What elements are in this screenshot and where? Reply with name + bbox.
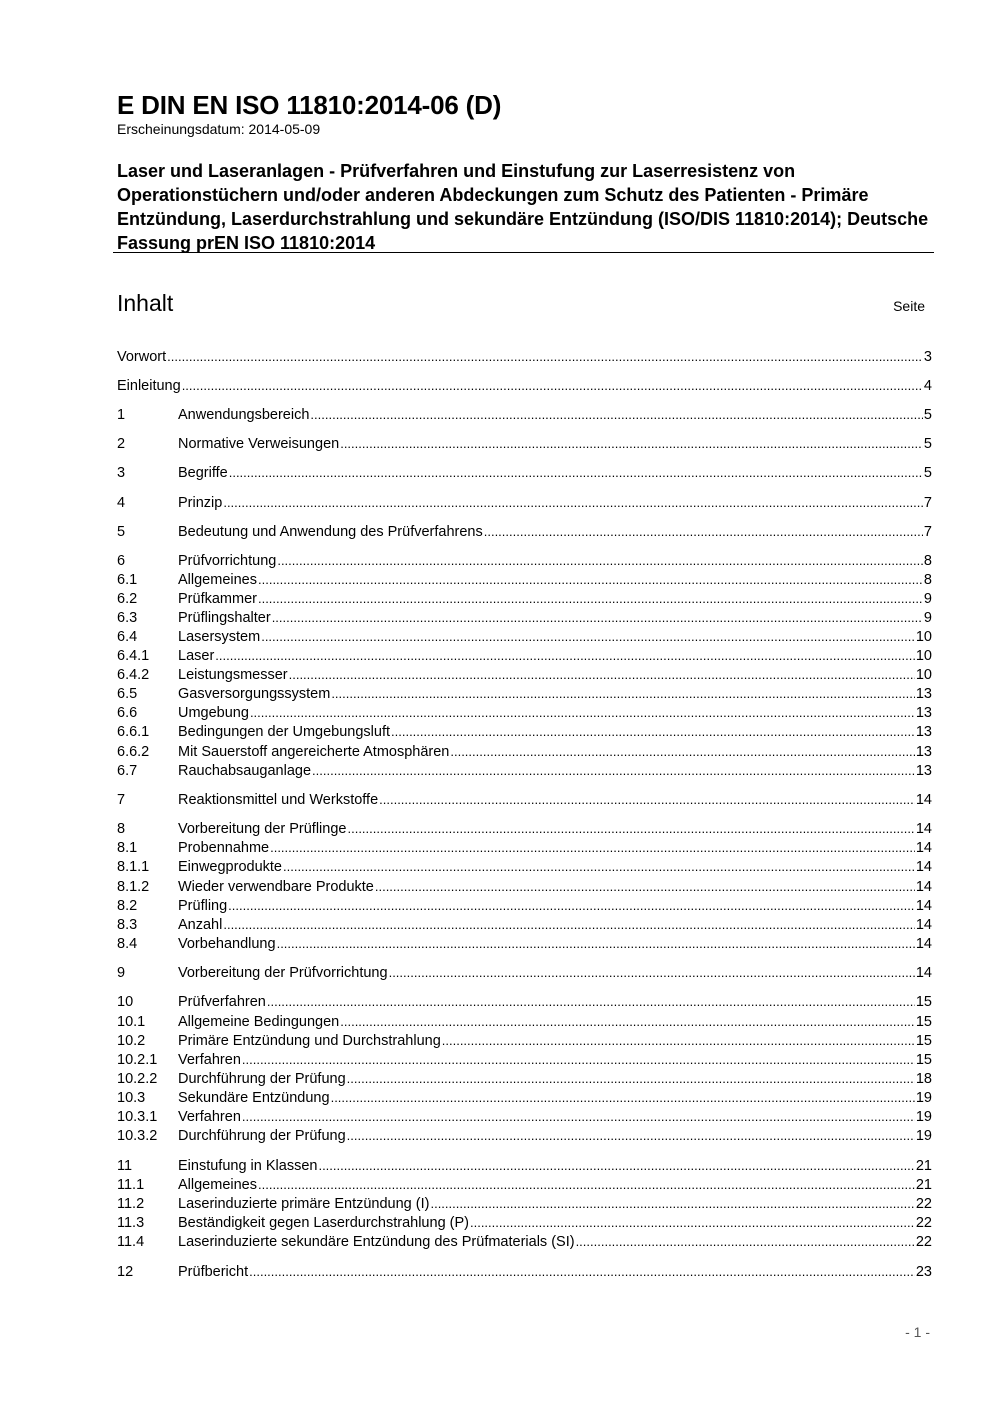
toc-entry-number: 11.3 — [117, 1215, 145, 1231]
toc-entry[interactable] — [117, 878, 932, 896]
toc-entry-page: 13 — [915, 686, 932, 702]
toc-entry[interactable] — [117, 964, 932, 982]
toc-entry[interactable] — [117, 464, 932, 482]
toc-dot-leader — [242, 1051, 915, 1069]
toc-entry-label: Wieder verwendbare Produkte — [178, 879, 374, 895]
toc-dot-leader — [223, 494, 923, 512]
toc-dot-leader — [167, 348, 923, 366]
toc-entry-number: 8.1.1 — [117, 859, 150, 875]
toc-entry[interactable] — [117, 1176, 932, 1194]
toc-dot-leader — [182, 377, 923, 395]
toc-entry[interactable] — [117, 1070, 932, 1088]
toc-entry-number: 6.4.2 — [117, 667, 150, 683]
toc-entry-number: 11.4 — [117, 1234, 145, 1250]
toc-entry-number: 11.1 — [117, 1177, 145, 1193]
toc-entry-number: 10.3.2 — [117, 1128, 158, 1144]
toc-entry-number: 6.6.2 — [117, 744, 150, 760]
toc-entry-number: 6.4 — [117, 629, 138, 645]
toc-entry[interactable] — [117, 1157, 932, 1175]
toc-dot-leader — [484, 523, 923, 541]
toc-dot-leader — [340, 1013, 915, 1031]
toc-entry[interactable] — [117, 704, 932, 722]
toc-entry-page: 10 — [915, 629, 932, 645]
toc-dot-leader — [229, 464, 923, 482]
toc-dot-leader — [272, 609, 923, 627]
toc-entry-page: 21 — [915, 1177, 932, 1193]
toc-entry-label: Probennahme — [178, 840, 270, 856]
toc-entry-number: 6 — [117, 553, 126, 569]
toc-entry-number: 10.2.1 — [117, 1052, 158, 1068]
toc-dot-leader — [375, 878, 915, 896]
toc-dot-leader — [430, 1195, 914, 1213]
toc-dot-leader — [270, 839, 915, 857]
toc-dot-leader — [258, 1176, 915, 1194]
toc-entry-page: 22 — [915, 1215, 932, 1231]
toc-entry[interactable] — [117, 723, 932, 741]
toc-dot-leader — [331, 1089, 915, 1107]
toc-entry-page: 19 — [915, 1128, 932, 1144]
toc-entry-label: Prüfling — [178, 898, 228, 914]
toc-entry[interactable] — [117, 1214, 932, 1232]
toc-dot-leader — [250, 704, 915, 722]
title-divider — [113, 252, 934, 253]
toc-entry-number: 6.1 — [117, 572, 138, 588]
toc-entry-page: 13 — [915, 744, 932, 760]
toc-entry-number: 12 — [117, 1264, 134, 1280]
toc-entry-page: 21 — [915, 1158, 932, 1174]
toc-entry-label: Begriffe — [178, 465, 228, 481]
toc-dot-leader — [340, 435, 923, 453]
toc-entry-label: Prüfvorrichtung — [178, 553, 277, 569]
toc-entry-number: 8.1.2 — [117, 879, 150, 895]
toc-entry-page: 14 — [915, 821, 932, 837]
toc-dot-leader — [450, 743, 915, 761]
toc-entry-page: 18 — [915, 1071, 932, 1087]
toc-entry[interactable] — [117, 791, 932, 809]
toc-entry-page: 5 — [923, 407, 932, 423]
toc-entry-label: Prüfverfahren — [178, 994, 266, 1010]
toc-dot-leader — [261, 628, 915, 646]
toc-entry-label: Vorbehandlung — [178, 936, 276, 952]
toc-entry-label: Einleitung — [117, 378, 181, 394]
toc-entry-number: 11.2 — [117, 1196, 145, 1212]
toc-entry[interactable] — [117, 897, 932, 915]
toc-entry-label: Laser — [178, 648, 215, 664]
toc-entry-number: 6.7 — [117, 763, 138, 779]
toc-entry-page: 14 — [915, 898, 932, 914]
toc-entry-page: 7 — [923, 495, 932, 511]
toc-entry-label: Anwendungsbereich — [178, 407, 310, 423]
toc-entry[interactable] — [117, 435, 932, 453]
toc-dot-leader — [442, 1032, 915, 1050]
toc-entry-page: 10 — [915, 648, 932, 664]
toc-entry-page: 19 — [915, 1090, 932, 1106]
toc-entry[interactable] — [117, 762, 932, 780]
toc-entry-label: Durchführung der Prüfung — [178, 1128, 346, 1144]
toc-dot-leader — [242, 1108, 915, 1126]
toc-entry-label: Laserinduzierte sekundäre Entzündung des Prüfmaterials (SI) — [178, 1234, 575, 1250]
toc-dot-leader — [347, 820, 914, 838]
toc-dot-leader — [347, 1127, 915, 1145]
toc-entry-number: 8.3 — [117, 917, 138, 933]
toc-dot-leader — [312, 762, 915, 780]
toc-entry-number: 3 — [117, 465, 126, 481]
toc-entry-page: 14 — [915, 859, 932, 875]
toc-entry-page: 9 — [923, 610, 932, 626]
toc-entry-number: 10.3 — [117, 1090, 146, 1106]
toc-entry-label: Allgemeines — [178, 1177, 257, 1193]
toc-entry-page: 8 — [923, 572, 932, 588]
toc-entry[interactable] — [117, 494, 932, 512]
toc-heading: Inhalt — [117, 290, 174, 316]
toc-entry-page: 13 — [915, 763, 932, 779]
toc-entry-page: 15 — [915, 1033, 932, 1049]
toc-dot-leader — [277, 552, 923, 570]
toc-entry-label: Lasersystem — [178, 629, 261, 645]
toc-entry-label: Rauchabsauganlage — [178, 763, 312, 779]
toc-entry[interactable] — [117, 1032, 932, 1050]
toc-entry-label: Allgemeine Bedingungen — [178, 1014, 340, 1030]
toc-dot-leader — [277, 935, 915, 953]
toc-entry-label: Laserinduzierte primäre Entzündung (I) — [178, 1196, 430, 1212]
toc-entry-number: 10.1 — [117, 1014, 146, 1030]
toc-entry[interactable] — [117, 571, 932, 589]
toc-dot-leader — [576, 1233, 915, 1251]
toc-entry-label: Beständigkeit gegen Laserdurchstrahlung (P) — [178, 1215, 469, 1231]
toc-dot-leader — [347, 1070, 915, 1088]
toc-entry-page: 15 — [915, 1052, 932, 1068]
toc-entry[interactable] — [117, 1195, 932, 1213]
toc-entry-label: Prüfbericht — [178, 1264, 249, 1280]
toc-entry-label: Umgebung — [178, 705, 249, 721]
toc-entry-label: Prinzip — [178, 495, 223, 511]
toc-entry-label: Sekundäre Entzündung — [178, 1090, 330, 1106]
toc-entry-number: 8 — [117, 821, 126, 837]
toc-entry[interactable] — [117, 1051, 932, 1069]
toc-dot-leader — [289, 666, 915, 684]
toc-dot-leader — [470, 1214, 915, 1232]
toc-dot-leader — [379, 791, 915, 809]
toc-entry[interactable] — [117, 523, 932, 541]
toc-entry-number: 6.6 — [117, 705, 138, 721]
toc-entry-page: 14 — [915, 879, 932, 895]
toc-entry-page: 13 — [915, 724, 932, 740]
toc-entry[interactable] — [117, 1233, 932, 1251]
document-title: Laser und Laseranlagen - Prüfverfahren und Einstufung zur Laserresistenz von Operationstüchern und/oder anderen Abdeckungen zum Schutz des Patienten - Primäre Entzündung, Laserdurchstrahlung und sekundäre Entzündung (ISO/DIS 11810:2014); Deutsche Fassung prEN ISO 11810:2014 — [117, 161, 929, 253]
toc-entry-number: 6.4.1 — [117, 648, 150, 664]
toc-entry-page: 14 — [915, 936, 932, 952]
toc-entry-label: Normative Verweisungen — [178, 436, 340, 452]
toc-dot-leader — [223, 916, 915, 934]
toc-entry[interactable] — [117, 628, 932, 646]
toc-entry-page: 4 — [923, 378, 932, 394]
toc-entry-page: 15 — [915, 1014, 932, 1030]
toc-entry[interactable] — [117, 647, 932, 665]
toc-entry-number: 11 — [117, 1158, 133, 1174]
toc-entry-label: Prüfkammer — [178, 591, 257, 607]
toc-entry[interactable] — [117, 590, 932, 608]
footer-page-number: - 1 - — [905, 1324, 930, 1340]
toc-entry-page: 5 — [923, 436, 932, 452]
document-id: E DIN EN ISO 11810:2014-06 (D) — [117, 90, 502, 120]
toc-entry-label: Einwegprodukte — [178, 859, 282, 875]
publication-date: Erscheinungsdatum: 2014-05-09 — [117, 121, 321, 137]
toc-entry-number: 7 — [117, 792, 126, 808]
toc-dot-leader — [389, 964, 915, 982]
toc-entry-number: 6.5 — [117, 686, 138, 702]
toc-entry[interactable] — [117, 858, 932, 876]
toc-entry-label: Prüflingshalter — [178, 610, 271, 626]
toc-entry[interactable] — [117, 666, 932, 684]
toc-entry-number: 10.2.2 — [117, 1071, 158, 1087]
toc-entry[interactable] — [117, 916, 932, 934]
toc-entry-label: Anzahl — [178, 917, 223, 933]
toc-entry-number: 10.3.1 — [117, 1109, 158, 1125]
toc-entry-label: Gasversorgungssystem — [178, 686, 331, 702]
toc-dot-leader — [258, 571, 923, 589]
toc-entry-number: 8.1 — [117, 840, 138, 856]
toc-entry[interactable] — [117, 348, 932, 366]
toc-entry-number: 10 — [117, 994, 134, 1010]
toc-page-column-header: Seite — [893, 298, 925, 314]
toc-entry-page: 7 — [923, 524, 932, 540]
toc-entry-page: 22 — [915, 1196, 932, 1212]
toc-entry-page: 15 — [915, 994, 932, 1010]
toc-entry[interactable] — [117, 1108, 932, 1126]
toc-entry-page: 14 — [915, 840, 932, 856]
toc-entry-label: Leistungsmesser — [178, 667, 288, 683]
toc-entry-label: Vorwort — [117, 349, 167, 365]
toc-entry-label: Verfahren — [178, 1109, 241, 1125]
toc-entry-page: 14 — [915, 917, 932, 933]
toc-entry-number: 6.6.1 — [117, 724, 150, 740]
toc-dot-leader — [267, 993, 915, 1011]
toc-dot-leader — [283, 858, 915, 876]
toc-dot-leader — [215, 647, 915, 665]
toc-entry[interactable] — [117, 685, 932, 703]
toc-entry-number: 10.2 — [117, 1033, 146, 1049]
toc-entry[interactable] — [117, 1089, 932, 1107]
toc-entry-number: 6.2 — [117, 591, 138, 607]
toc-entry[interactable] — [117, 1263, 932, 1281]
toc-entry-page: 23 — [915, 1264, 932, 1280]
toc-entry-label: Allgemeines — [178, 572, 257, 588]
toc-entry-number: 2 — [117, 436, 126, 452]
toc-entry-number: 1 — [117, 407, 126, 423]
toc-entry-page: 8 — [923, 553, 932, 569]
toc-entry[interactable] — [117, 406, 932, 424]
toc-entry-label: Primäre Entzündung und Durchstrahlung — [178, 1033, 441, 1049]
toc-entry-label: Mit Sauerstoff angereicherte Atmosphären — [178, 744, 450, 760]
toc-entry-page: 10 — [915, 667, 932, 683]
toc-entry[interactable] — [117, 609, 932, 627]
toc-entry[interactable] — [117, 377, 932, 395]
toc-entry[interactable] — [117, 839, 932, 857]
toc-entry[interactable] — [117, 993, 932, 1011]
toc-entry[interactable] — [117, 743, 932, 761]
toc-entry-number: 4 — [117, 495, 126, 511]
toc-entry-page: 19 — [915, 1109, 932, 1125]
toc-entry-label: Einstufung in Klassen — [178, 1158, 318, 1174]
toc-entry-label: Bedingungen der Umgebungsluft — [178, 724, 391, 740]
toc-entry-label: Vorbereitung der Prüflinge — [178, 821, 347, 837]
toc-entry-number: 6.3 — [117, 610, 138, 626]
toc-entry-page: 14 — [915, 965, 932, 981]
toc-entry-number: 8.4 — [117, 936, 138, 952]
toc-entry-label: Durchführung der Prüfung — [178, 1071, 346, 1087]
toc-dot-leader — [310, 406, 923, 424]
toc-entry[interactable] — [117, 1127, 932, 1145]
toc-dot-leader — [391, 723, 915, 741]
toc-entry[interactable] — [117, 552, 932, 570]
toc-entry[interactable] — [117, 1013, 932, 1031]
toc-dot-leader — [249, 1263, 915, 1281]
toc-entry-number: 9 — [117, 965, 126, 981]
toc-entry-label: Vorbereitung der Prüfvorrichtung — [178, 965, 388, 981]
toc-entry-page: 9 — [923, 591, 932, 607]
toc-dot-leader — [228, 897, 915, 915]
toc-entry-label: Bedeutung und Anwendung des Prüfverfahrens — [178, 524, 483, 540]
toc-dot-leader — [258, 590, 923, 608]
toc-dot-leader — [318, 1157, 914, 1175]
toc-entry-label: Verfahren — [178, 1052, 241, 1068]
toc-entry-page: 14 — [915, 792, 932, 808]
toc-entry-page: 5 — [923, 465, 932, 481]
toc-entry[interactable] — [117, 935, 932, 953]
toc-entry-number: 8.2 — [117, 898, 138, 914]
toc-entry-page: 22 — [915, 1234, 932, 1250]
toc-entry-page: 13 — [915, 705, 932, 721]
toc-entry-number: 5 — [117, 524, 126, 540]
toc-entry-page: 3 — [923, 349, 932, 365]
toc-entry[interactable] — [117, 820, 932, 838]
toc-entry-label: Reaktionsmittel und Werkstoffe — [178, 792, 379, 808]
toc-dot-leader — [331, 685, 915, 703]
